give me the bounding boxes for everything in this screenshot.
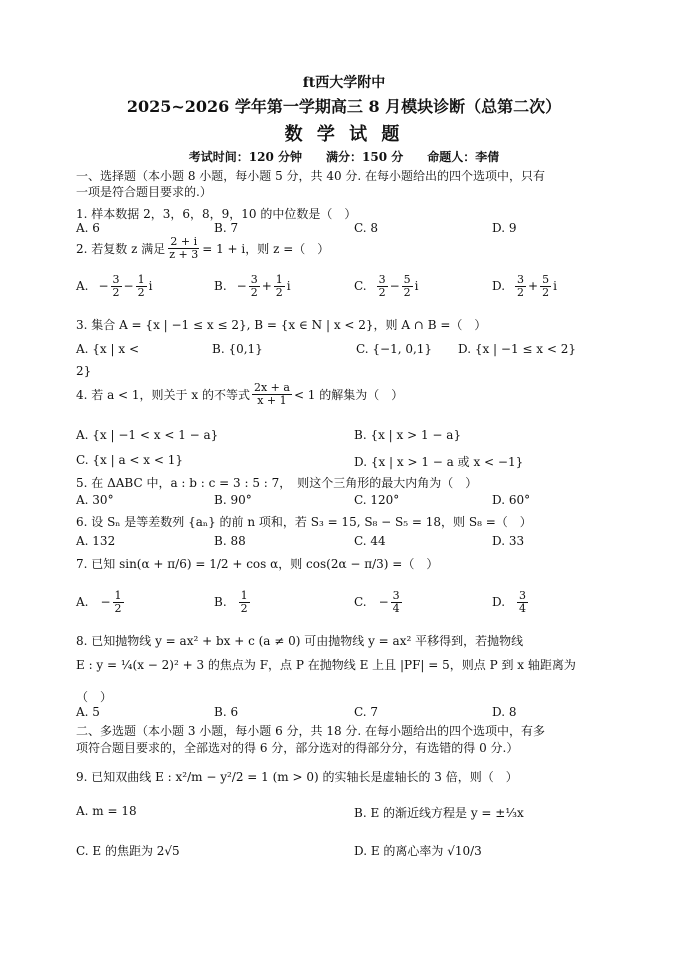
- q7-option-a-label: A.: [76, 595, 89, 610]
- q9-option-d: D. E 的离心率为 √10/3: [354, 844, 482, 858]
- q8-stem-line1: 8. 已知抛物线 y = ax² + bx + c (a ≠ 0) 可由抛物线 y = ax² 平移得到，若抛物线: [76, 634, 524, 648]
- q4-option-d: D. {x | x > 1 − a 或 x < −1}: [354, 455, 524, 469]
- q7-option-c: C. − $\frac{3}{4}$: [354, 589, 400, 615]
- q7-option-d: D. $\frac{3}{4}$: [492, 589, 527, 615]
- q2-stem-b: = 1 + i，则 z =（ ）: [202, 241, 330, 256]
- q2-option-b: B. − $\frac{3}{2}$ + $\frac{1}{2}$ i: [214, 273, 291, 299]
- q4-fraction-num: 2x + a: [253, 381, 290, 394]
- q5-option-a: A. 30°: [76, 493, 114, 507]
- section1-heading-cont: 一项是符合题目要求的.）: [76, 185, 212, 199]
- q5-option-c: C. 120°: [354, 493, 400, 507]
- exam-info: 考试时间：120 分钟 满分：150 分 命题人：李倩: [188, 150, 500, 164]
- subject-title: 数 学 试 题: [284, 124, 404, 145]
- q3-stem: 3. 集合 A = {x | −1 ≤ x ≤ 2}, B = {x ∈ N | x < 2}，则 A ∩ B =（ ）: [76, 318, 487, 332]
- q3-option-a-cont: 2}: [76, 364, 92, 378]
- q7-option-a: A. − $\frac{1}{2}$: [76, 589, 122, 615]
- q7-option-d-label: D.: [492, 595, 506, 610]
- q7-stem: 7. 已知 sin(α + π/6) = 1/2 + cos α，则 cos(2α − π/3) =（ ）: [76, 557, 439, 571]
- q9-stem: 9. 已知双曲线 E : x²/m − y²/2 = 1 (m > 0) 的实轴长是虚轴长的 3 倍，则（ ）: [76, 770, 518, 784]
- q3-option-d: D. {x | −1 ≤ x < 2}: [458, 342, 576, 356]
- q3-option-c: C. {−1, 0,1}: [356, 342, 433, 356]
- q2-option-a-label: A.: [76, 279, 89, 294]
- q2-option-b-label: B.: [214, 279, 227, 294]
- q8-option-b: B. 6: [214, 705, 239, 719]
- q9-option-b: B. E 的渐近线方程是 y = ±⅓x: [354, 806, 524, 820]
- q1-option-b: B. 7: [214, 221, 239, 235]
- q7-option-c-label: C.: [354, 595, 367, 610]
- q4-option-b: B. {x | x > 1 − a}: [354, 428, 462, 442]
- q2-fraction-den: z + 3: [169, 247, 199, 261]
- q2-option-d-label: D.: [492, 279, 506, 294]
- q1-stem: 1. 样本数据 2，3，6，8，9，10 的中位数是（ ）: [76, 207, 357, 221]
- q5-option-b: B. 90°: [214, 493, 252, 507]
- q1-option-a: A. 6: [76, 221, 100, 235]
- q6-option-d: D. 33: [492, 534, 525, 548]
- q4-fraction: [252, 382, 292, 406]
- q2-option-c-label: C.: [354, 279, 367, 294]
- q7-option-b: B. $\frac{1}{2}$: [214, 589, 248, 615]
- section2-heading-cont: 项符合题目要求的，全部选对的得 6 分，部分选对的得部分分，有选错的得 0 分.）: [76, 741, 519, 755]
- section2-heading: 二、多选题（本小题 3 小题，每小题 6 分，共 18 分. 在每小题给出的四个选项中，有多: [76, 724, 546, 738]
- q7-option-b-label: B.: [214, 595, 227, 610]
- q6-option-a: A. 132: [76, 534, 116, 548]
- q2-fraction: [167, 236, 200, 260]
- q9-option-c: C. E 的焦距为 2√5: [76, 844, 180, 858]
- q4-stem-b: < 1 的解集为（ ）: [293, 387, 404, 402]
- q5-stem: 5. 在 ΔABC 中，a : b : c = 3 : 5 : 7， 则这个三角形的最大内角为（ ）: [76, 476, 478, 490]
- q8-stem-line3: （ ）: [76, 690, 113, 704]
- q5-option-d: D. 60°: [492, 493, 531, 507]
- q2-stem-a: 2. 若复数 z 满足: [76, 241, 166, 256]
- q2-fraction-num: 2 + i: [170, 235, 198, 248]
- q2-option-d: D. $\frac{3}{2}$ + $\frac{5}{2}$ i: [492, 273, 557, 299]
- q3-option-b: B. {0,1}: [212, 342, 263, 356]
- q4-option-a: A. {x | −1 < x < 1 − a}: [76, 428, 219, 442]
- q6-option-b: B. 88: [214, 534, 246, 548]
- q4-stem: [76, 382, 403, 406]
- q8-option-d: D. 8: [492, 705, 517, 719]
- q3-option-a: A. {x | x <: [76, 342, 140, 356]
- q1-option-d: D. 9: [492, 221, 517, 235]
- q1-option-c: C. 8: [354, 221, 379, 235]
- q4-option-c: C. {x | a < x < 1}: [76, 453, 184, 467]
- exam-title: 2025~2026 学年第一学期高三 8 月模块诊断（总第二次）: [126, 97, 562, 116]
- q8-stem-line2: E : y = ¼(x − 2)² + 3 的焦点为 F，点 P 在抛物线 E 上且 |PF| = 5，则点 P 到 x 轴距离为: [76, 658, 576, 672]
- q2-option-c: C. $\frac{3}{2}$ − $\frac{5}{2}$ i: [354, 273, 419, 299]
- q2-option-a: A. − $\frac{3}{2}$ − $\frac{1}{2}$ i: [76, 273, 153, 299]
- q2-stem: [76, 236, 329, 260]
- q9-option-a: A. m = 18: [76, 804, 137, 818]
- q4-stem-a: 4. 若 a < 1，则关于 x 的不等式: [76, 387, 250, 402]
- q8-option-a: A. 5: [76, 705, 100, 719]
- q8-option-c: C. 7: [354, 705, 379, 719]
- school-name: ft西大学附中: [302, 75, 386, 91]
- q6-stem: 6. 设 Sₙ 是等差数列 {aₙ} 的前 n 项和，若 S₃ = 15, S₈ − S₅ = 18，则 S₈ =（ ）: [76, 515, 532, 529]
- q4-fraction-den: x + 1: [257, 393, 287, 407]
- section1-heading: 一、选择题（本小题 8 小题，每小题 5 分，共 40 分. 在每小题给出的四个选项中，只有: [76, 169, 546, 183]
- q6-option-c: C. 44: [354, 534, 386, 548]
